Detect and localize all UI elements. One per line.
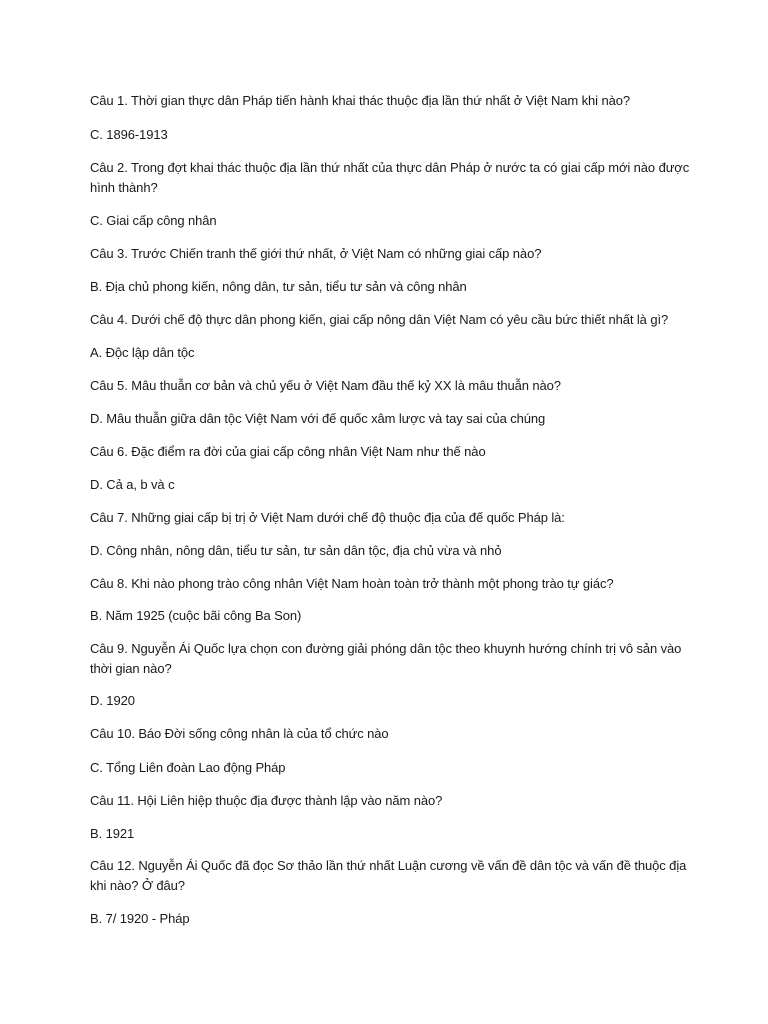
answer-9: D. 1920 [90, 693, 135, 708]
question-9: Câu 9. Nguyễn Ái Quốc lựa chọn con đường giải phóng dân tộc theo khuynh hướng chính trị vô sản vào thời gian nào? [90, 641, 682, 676]
answer-12: B. 7/ 1920 - Pháp [90, 911, 190, 926]
question-7: Câu 7. Những giai cấp bị trị ở Việt Nam dưới chế độ thuộc địa của đế quốc Pháp là: [90, 510, 565, 525]
question-3: Câu 3. Trước Chiến tranh thế giới thứ nhất, ở Việt Nam có những giai cấp nào? [90, 246, 542, 261]
answer-2: C. Giai cấp công nhân [90, 213, 217, 228]
answer-11: B. 1921 [90, 826, 135, 841]
question-11: Câu 11. Hội Liên hiệp thuộc địa được thành lập vào năm nào? [90, 793, 443, 808]
question-2: Câu 2. Trong đợt khai thác thuộc địa lần thứ nhất của thực dân Pháp ở nước ta có giai cấp mới nào được hình thành? [90, 160, 690, 195]
question-1: Câu 1. Thời gian thực dân Pháp tiến hành khai thác thuộc địa lần thứ nhất ở Việt Nam khi nào? [90, 93, 630, 108]
answer-10: C. Tổng Liên đoàn Lao động Pháp [90, 760, 286, 775]
question-4: Câu 4. Dưới chế độ thực dân phong kiến, giai cấp nông dân Việt Nam có yêu cầu bức thiết nhất là gì? [90, 312, 669, 327]
answer-7: D. Công nhân, nông dân, tiểu tư sản, tư sản dân tộc, địa chủ vừa và nhỏ [90, 543, 502, 558]
answer-5: D. Mâu thuẫn giữa dân tộc Việt Nam với đế quốc xâm lược và tay sai của chúng [90, 411, 546, 426]
question-6: Câu 6. Đặc điểm ra đời của giai cấp công nhân Việt Nam như thế nào [90, 444, 486, 459]
question-5: Câu 5. Mâu thuẫn cơ bản và chủ yếu ở Việt Nam đầu thế kỷ XX là mâu thuẫn nào? [90, 378, 561, 393]
answer-8: B. Năm 1925 (cuộc bãi công Ba Son) [90, 608, 302, 623]
answer-4: A. Độc lập dân tộc [90, 345, 195, 360]
question-8: Câu 8. Khi nào phong trào công nhân Việt Nam hoàn toàn trở thành một phong trào tự giác? [90, 576, 614, 591]
question-10: Câu 10. Báo Đời sống công nhân là của tổ chức nào [90, 726, 389, 741]
answer-3: B. Địa chủ phong kiến, nông dân, tư sản, tiểu tư sản và công nhân [90, 279, 467, 294]
question-12: Câu 12. Nguyễn Ái Quốc đã đọc Sơ thảo lần thứ nhất Luận cương về vấn đề dân tộc và vấn đề thuộc địa khi nào? Ở đâu? [90, 858, 687, 893]
answer-6: D. Cả a, b và c [90, 477, 175, 492]
answer-1: C. 1896-1913 [90, 127, 168, 142]
